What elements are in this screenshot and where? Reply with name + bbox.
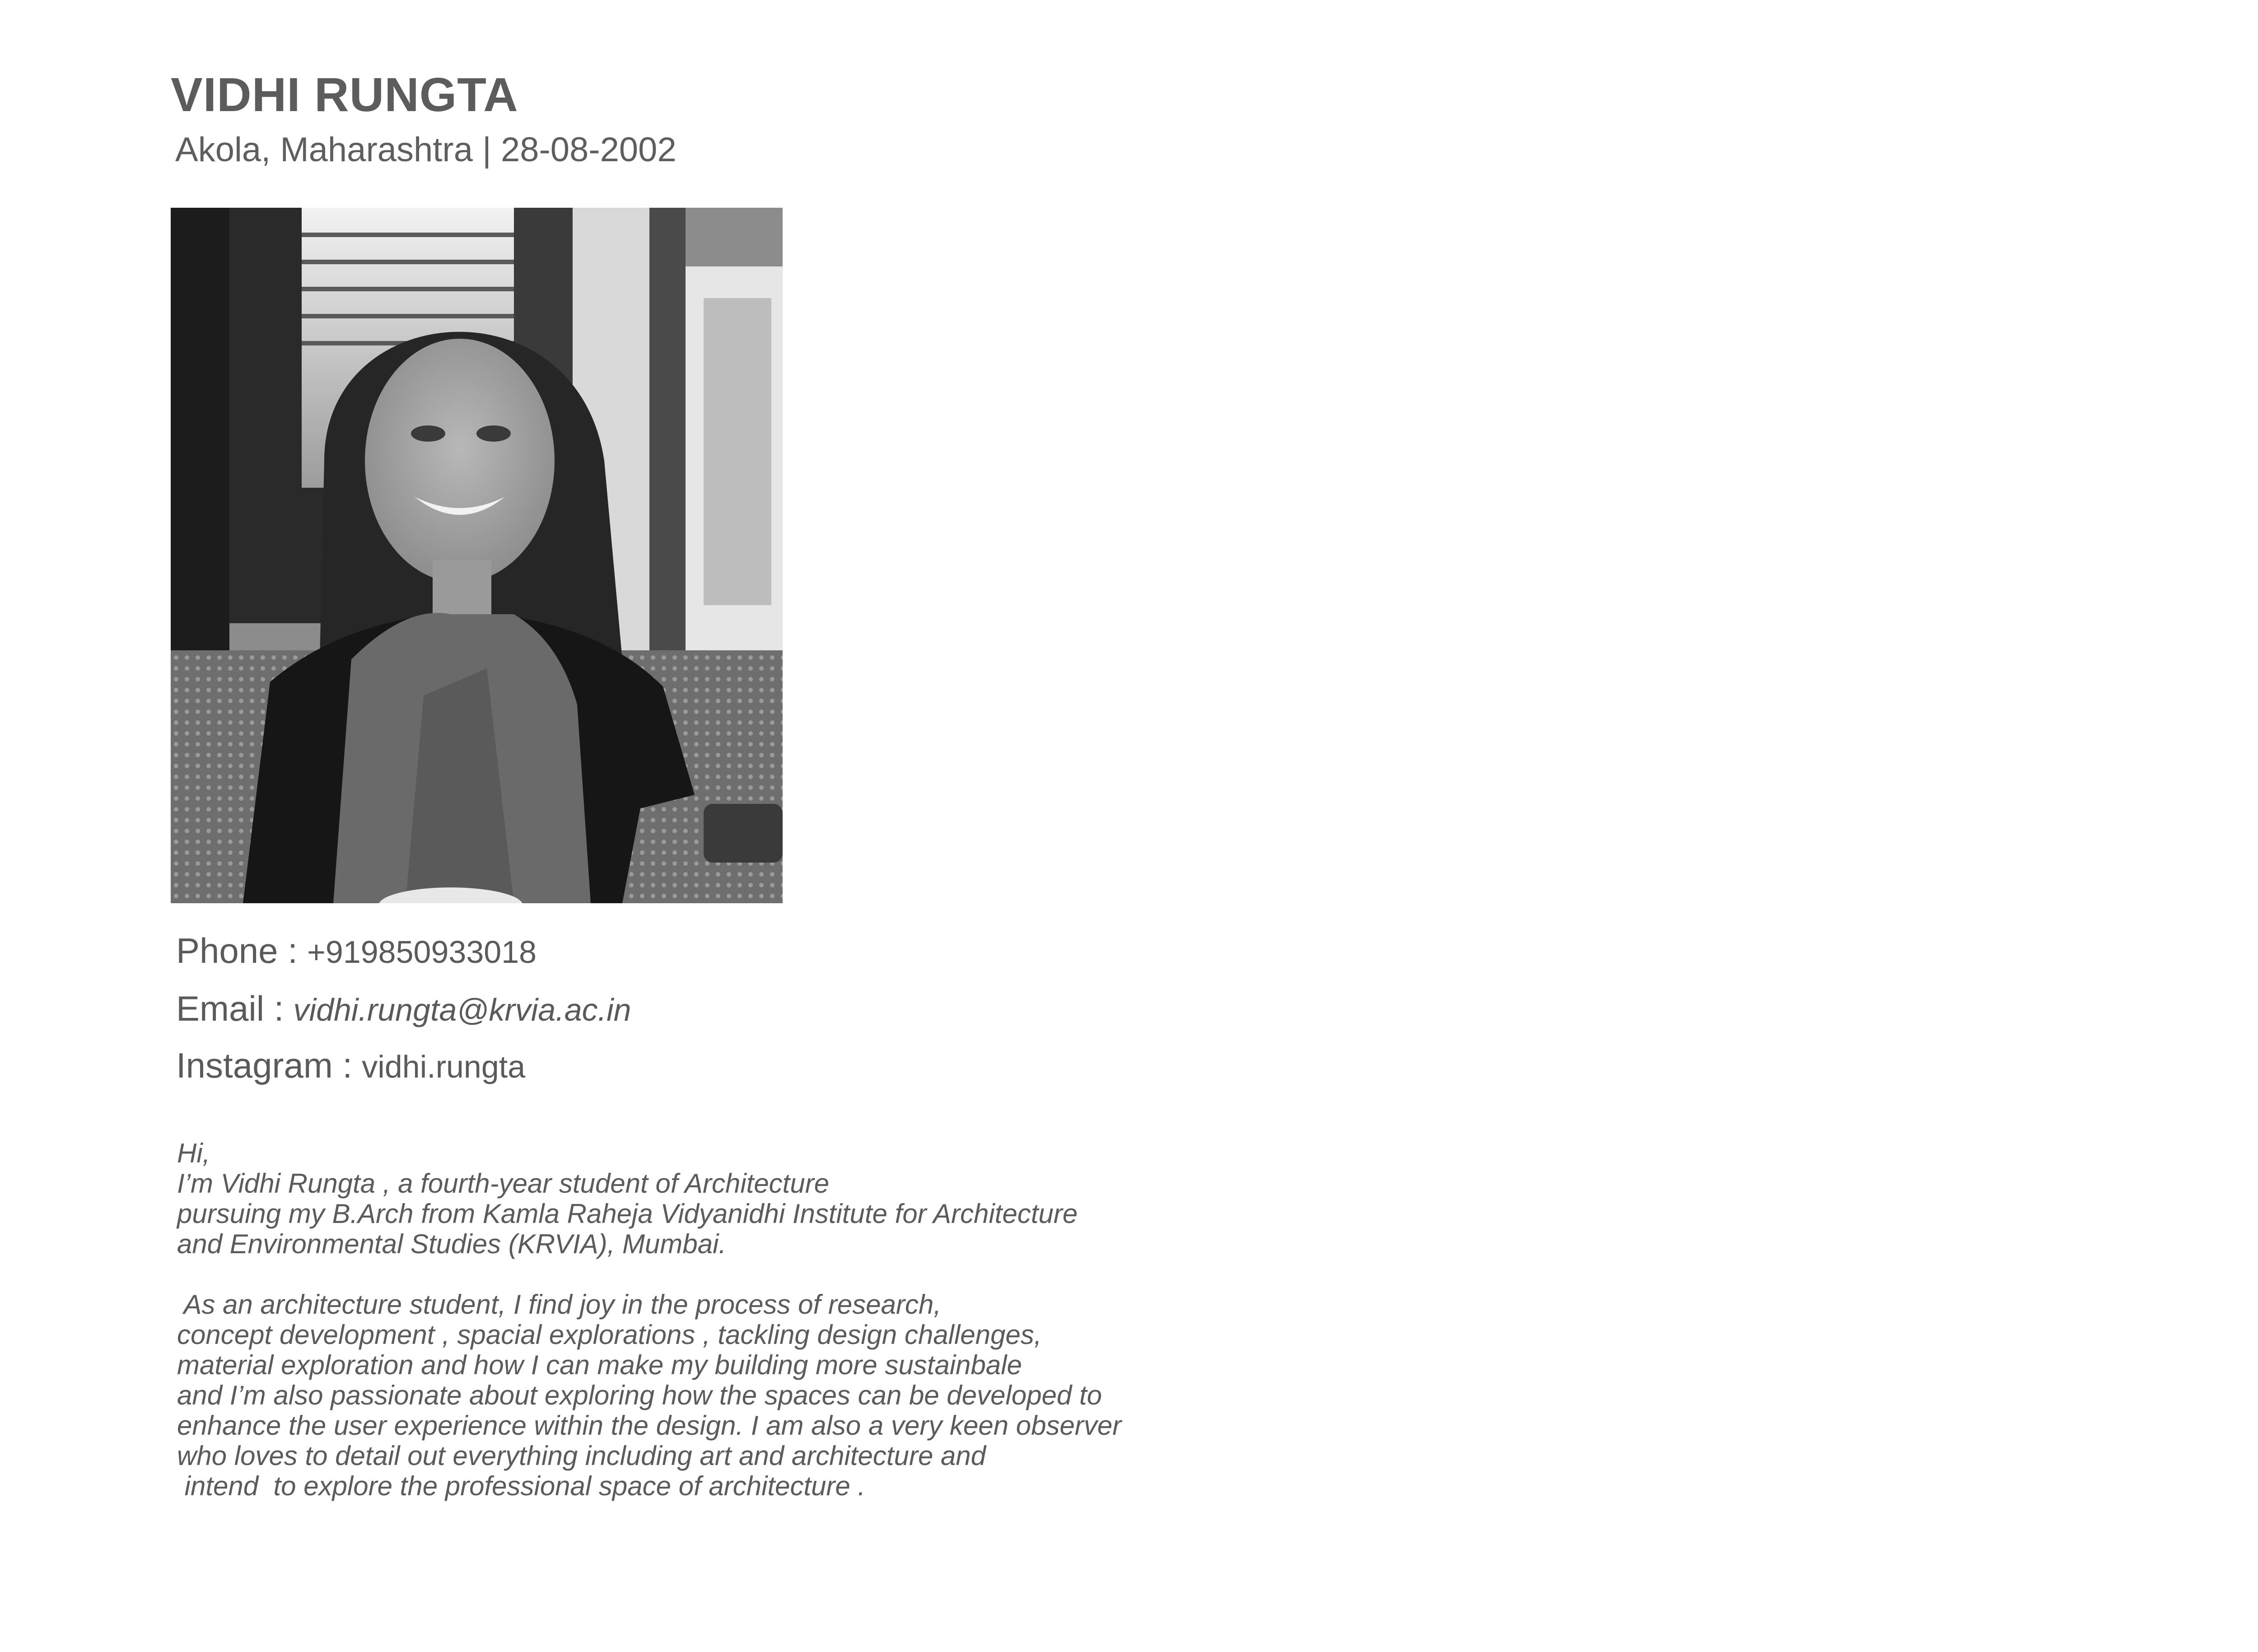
bio-paragraph-2: As an architecture student, I find joy in the process of research, concept development , spacial explorations , tackling design challenges, material exploration and how I can make my building more sustainbale and I’m also passionate about exploring how the spaces can be developed to enhance the user experience within the design. I am also a very keen observer who loves to detail out everything including art and architecture and intend to explore the professional space of architecture . (177, 1289, 1122, 1501)
instagram-value[interactable]: vidhi.rungta (362, 1049, 526, 1084)
location-birthdate: Akola, Maharashtra | 28-08-2002 (175, 131, 676, 169)
profile-name: VIDHI RUNGTA (171, 68, 518, 121)
profile-photo (171, 208, 783, 903)
bio-paragraph-1: Hi, I’m Vidhi Rungta , a fourth-year student of Architecture pursuing my B.Arch from Kamla Raheja Vidyanidhi Institute for Architecture and Environmental Studies (KRVIA), Mumbai. (177, 1138, 1078, 1259)
instagram-label: Instagram : (176, 1045, 353, 1085)
email-value[interactable]: vidhi.rungta@krvia.ac.in (293, 992, 631, 1027)
bio-text (177, 1138, 1306, 1501)
email-label: Email : (176, 989, 284, 1028)
instagram-row (176, 1045, 525, 1086)
phone-row (176, 930, 537, 971)
phone-label: Phone : (176, 931, 298, 971)
phone-value[interactable]: +919850933018 (307, 934, 537, 970)
email-row (176, 988, 631, 1029)
